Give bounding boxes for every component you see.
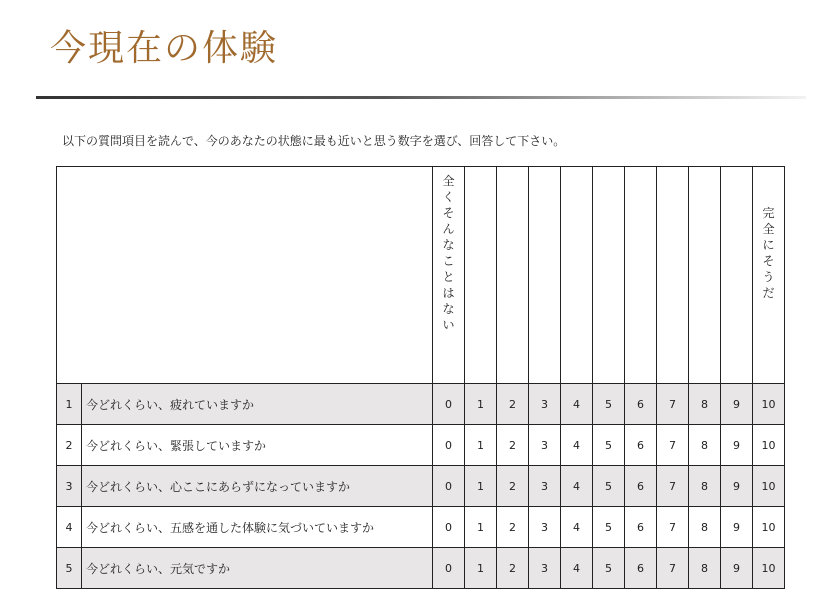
rating-option-2[interactable]: 2 <box>497 507 529 548</box>
rating-option-8[interactable]: 8 <box>689 507 721 548</box>
rating-option-6[interactable]: 6 <box>625 507 657 548</box>
rating-option-5[interactable]: 5 <box>593 507 625 548</box>
question-row <box>57 425 785 466</box>
question-row <box>57 548 785 589</box>
rating-option-8[interactable]: 8 <box>689 425 721 466</box>
title-divider <box>36 96 806 99</box>
rating-option-6[interactable]: 6 <box>625 466 657 507</box>
rating-option-10[interactable]: 10 <box>753 466 785 507</box>
question-number: 3 <box>57 466 82 507</box>
header-cell-5 <box>593 167 625 384</box>
rating-option-1[interactable]: 1 <box>465 507 497 548</box>
instruction-text: 以下の質問項目を読んで、今のあなたの状態に最も近いと思う数字を選び、回答して下さい。 <box>62 134 566 148</box>
rating-option-1[interactable]: 1 <box>465 425 497 466</box>
header-cell-7 <box>657 167 689 384</box>
question-row <box>57 466 785 507</box>
header-cell-6 <box>625 167 657 384</box>
question-text: 今どれくらい、緊張していますか <box>82 425 433 466</box>
rating-option-0[interactable]: 0 <box>433 507 465 548</box>
rating-option-2[interactable]: 2 <box>497 425 529 466</box>
rating-option-5[interactable]: 5 <box>593 384 625 425</box>
rating-option-1[interactable]: 1 <box>465 548 497 589</box>
header-cell-3 <box>529 167 561 384</box>
rating-option-9[interactable]: 9 <box>721 425 753 466</box>
rating-option-9[interactable]: 9 <box>721 548 753 589</box>
question-number: 5 <box>57 548 82 589</box>
rating-option-3[interactable]: 3 <box>529 425 561 466</box>
question-number: 4 <box>57 507 82 548</box>
rating-option-7[interactable]: 7 <box>657 466 689 507</box>
rating-option-5[interactable]: 5 <box>593 466 625 507</box>
rating-option-7[interactable]: 7 <box>657 548 689 589</box>
scale-label-high: 完 全 に そ う だ <box>762 206 775 300</box>
header-cell-9 <box>721 167 753 384</box>
question-text: 今どれくらい、心ここにあらずになっていますか <box>82 466 433 507</box>
rating-option-10[interactable]: 10 <box>753 507 785 548</box>
question-row <box>57 507 785 548</box>
rating-option-7[interactable]: 7 <box>657 384 689 425</box>
rating-option-5[interactable]: 5 <box>593 425 625 466</box>
question-text: 今どれくらい、疲れていますか <box>82 384 433 425</box>
rating-option-1[interactable]: 1 <box>465 384 497 425</box>
rating-option-8[interactable]: 8 <box>689 548 721 589</box>
rating-option-2[interactable]: 2 <box>497 548 529 589</box>
rating-option-9[interactable]: 9 <box>721 466 753 507</box>
rating-option-4[interactable]: 4 <box>561 384 593 425</box>
question-text: 今どれくらい、元気ですか <box>82 548 433 589</box>
rating-option-3[interactable]: 3 <box>529 548 561 589</box>
rating-option-2[interactable]: 2 <box>497 466 529 507</box>
rating-option-7[interactable]: 7 <box>657 507 689 548</box>
rating-option-6[interactable]: 6 <box>625 425 657 466</box>
rating-option-5[interactable]: 5 <box>593 548 625 589</box>
rating-option-10[interactable]: 10 <box>753 425 785 466</box>
rating-option-2[interactable]: 2 <box>497 384 529 425</box>
rating-option-6[interactable]: 6 <box>625 548 657 589</box>
rating-option-9[interactable]: 9 <box>721 507 753 548</box>
scale-label-high-cell <box>753 167 785 384</box>
rating-option-10[interactable]: 10 <box>753 548 785 589</box>
question-text: 今どれくらい、五感を通した体験に気づいていますか <box>82 507 433 548</box>
rating-option-4[interactable]: 4 <box>561 425 593 466</box>
header-cell-8 <box>689 167 721 384</box>
rating-option-0[interactable]: 0 <box>433 466 465 507</box>
question-row <box>57 384 785 425</box>
rating-option-4[interactable]: 4 <box>561 507 593 548</box>
rating-option-3[interactable]: 3 <box>529 384 561 425</box>
page-title: 今現在の体験 <box>50 28 279 69</box>
rating-option-8[interactable]: 8 <box>689 466 721 507</box>
survey-table <box>56 166 785 589</box>
scale-label-low-cell <box>433 167 465 384</box>
rating-option-3[interactable]: 3 <box>529 466 561 507</box>
rating-option-4[interactable]: 4 <box>561 548 593 589</box>
rating-option-1[interactable]: 1 <box>465 466 497 507</box>
scale-label-low: 全 く そ ん な こ と は な い <box>442 174 455 332</box>
rating-option-7[interactable]: 7 <box>657 425 689 466</box>
rating-option-6[interactable]: 6 <box>625 384 657 425</box>
header-cell-1 <box>465 167 497 384</box>
header-blank-cell <box>57 167 433 384</box>
rating-option-3[interactable]: 3 <box>529 507 561 548</box>
header-cell-4 <box>561 167 593 384</box>
question-number: 1 <box>57 384 82 425</box>
rating-option-0[interactable]: 0 <box>433 384 465 425</box>
table-header-row <box>57 167 785 384</box>
rating-option-8[interactable]: 8 <box>689 384 721 425</box>
rating-option-0[interactable]: 0 <box>433 425 465 466</box>
rating-option-4[interactable]: 4 <box>561 466 593 507</box>
header-cell-2 <box>497 167 529 384</box>
question-number: 2 <box>57 425 82 466</box>
rating-option-0[interactable]: 0 <box>433 548 465 589</box>
rating-option-9[interactable]: 9 <box>721 384 753 425</box>
rating-option-10[interactable]: 10 <box>753 384 785 425</box>
